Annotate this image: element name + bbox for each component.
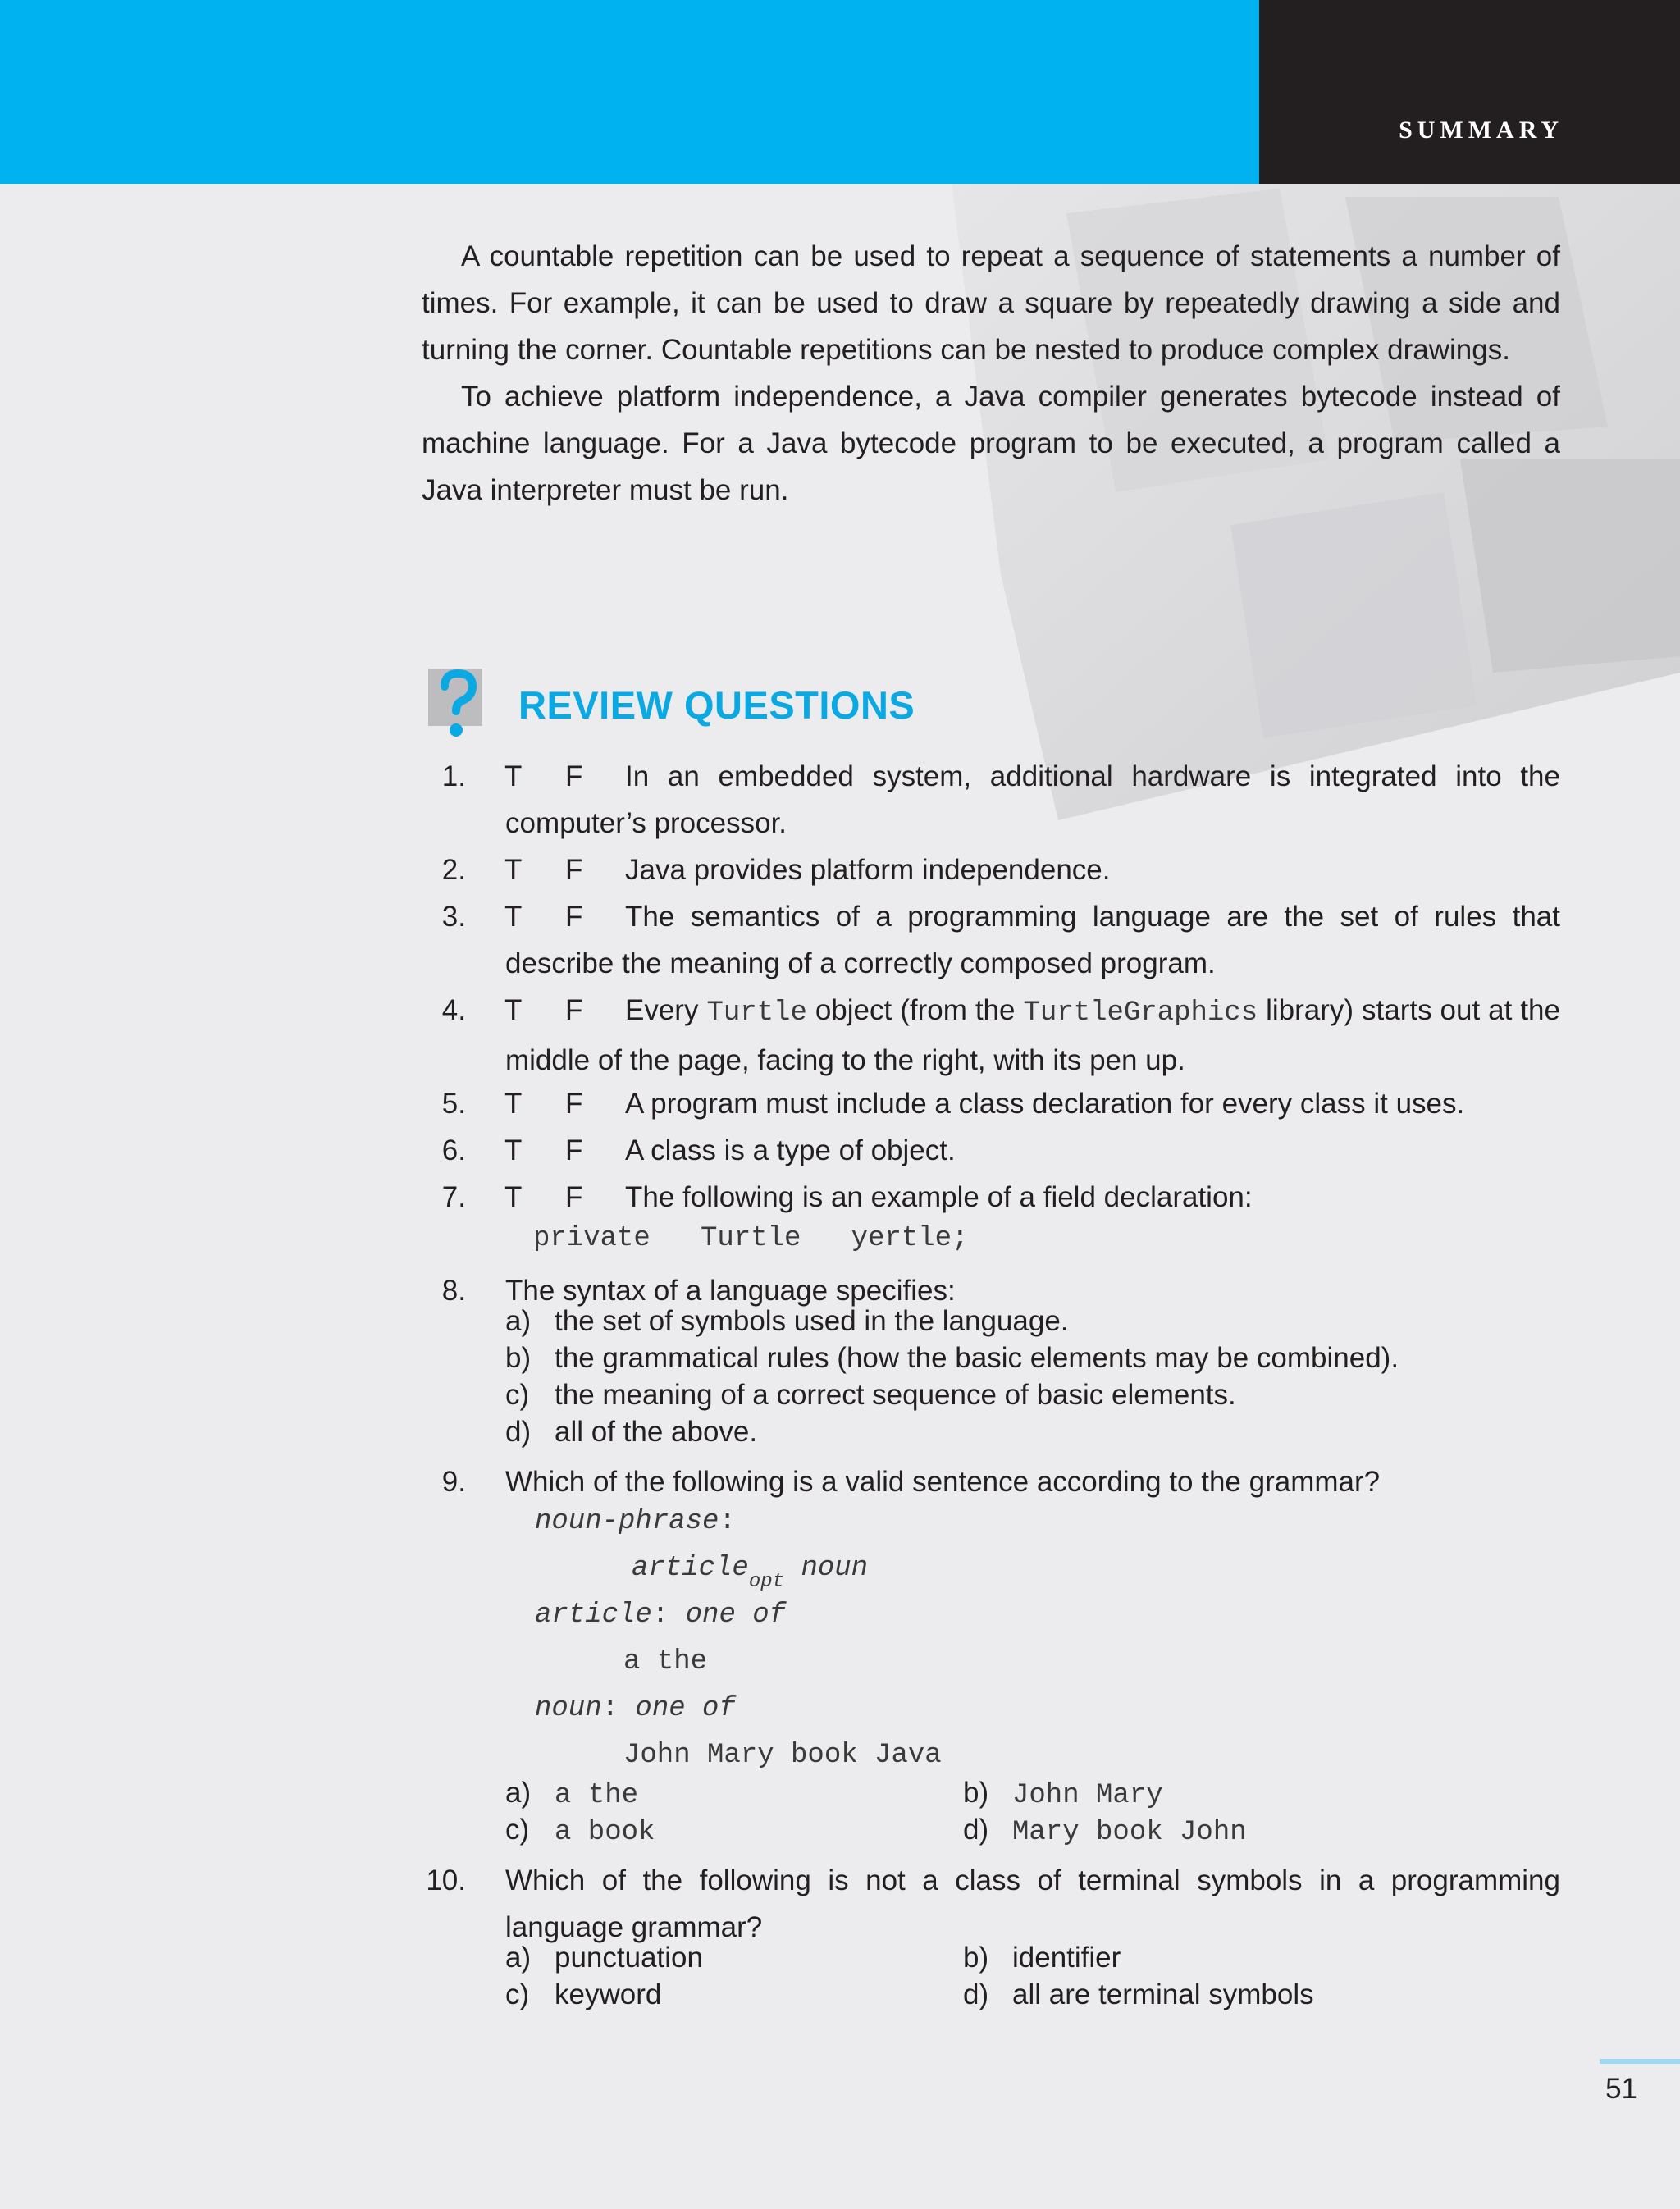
true-false-choice (504, 987, 626, 1034)
tf-false: F (565, 994, 583, 1026)
tf-true: T (504, 1088, 523, 1120)
true-false-choice (504, 893, 626, 940)
grammar-noun-values: John Mary book Java (623, 1740, 942, 1771)
question-9 (410, 1458, 1560, 1505)
grammar-noun: noun: one of (535, 1693, 736, 1724)
tf-false: F (565, 1134, 583, 1166)
code-turtle: Turtle (706, 997, 807, 1029)
question-number: 2. (441, 854, 466, 886)
tf-false: F (565, 901, 583, 933)
option-c: c) the meaning of a correct sequence of basic elements. (505, 1379, 1236, 1411)
tf-false: F (565, 1088, 583, 1120)
true-false-choice (504, 1080, 626, 1127)
tf-true: T (504, 854, 523, 886)
question-text: The following is an example of a field declaration: (625, 1181, 1253, 1213)
question-text: The semantics of a programming language are the set of rules that describe the meaning of a correctly composed program. (505, 901, 1560, 979)
grammar-article: article: one of (535, 1600, 787, 1631)
question-mark-icon (427, 669, 484, 739)
question-1 (410, 753, 1560, 847)
true-false-choice (504, 1127, 626, 1174)
option-b: b) John Mary (963, 1777, 1163, 1811)
option-c: c) a book (505, 1814, 655, 1848)
true-false-choice (504, 753, 626, 800)
tf-true: T (504, 1181, 523, 1213)
tf-true: T (504, 901, 523, 933)
question-text: Every Turtle object (from the TurtleGraphics library) starts out at the middle of the page, facing to the right, with its pen up. (505, 994, 1560, 1076)
question-10 (410, 1857, 1560, 1951)
page-number-rule (1600, 2059, 1680, 2064)
option-c: c) keyword (505, 1979, 662, 2010)
question-number: 5. (441, 1088, 466, 1120)
review-questions-title: REVIEW QUESTIONS (518, 683, 915, 727)
question-number: 3. (441, 901, 466, 933)
summary-text (422, 233, 1560, 513)
question-text: Java provides platform independence. (625, 854, 1111, 886)
code-turtlegraphics: TurtleGraphics (1023, 997, 1258, 1029)
question-number: 10. (426, 1864, 466, 1896)
question-6 (410, 1127, 1560, 1174)
question-number: 6. (441, 1134, 466, 1166)
question-3 (410, 893, 1560, 987)
summary-paragraph: A countable repetition can be used to repeat a sequence of statements a number of times. For example, it can be used to draw a square by repeatedly drawing a side and turning the corner. Countable repetitions can be nested to produce complex drawings. (422, 240, 1560, 366)
summary-paragraph: To achieve platform independence, a Java compiler generates bytecode instead of machine language. For a Java bytecode program to be executed, a program called a Java interpreter must be run. (422, 381, 1560, 506)
question-text: A class is a type of object. (625, 1134, 956, 1166)
option-d: d) all of the above. (505, 1416, 758, 1448)
question-5 (410, 1080, 1560, 1127)
question-text: Which of the following is a valid sentence according to the grammar? (505, 1466, 1381, 1498)
code-field-declaration: private Turtle yertle; (533, 1223, 969, 1254)
tf-false: F (565, 854, 583, 886)
question-text: Which of the following is not a class of terminal symbols in a programming language grammar? (505, 1864, 1560, 1943)
tf-true: T (504, 760, 523, 792)
grammar-article-noun: article$_{opt}$ noun (632, 1553, 869, 1593)
section-label: SUMMARY (1399, 116, 1564, 144)
question-number: 1. (441, 760, 466, 792)
true-false-choice (504, 847, 626, 893)
grammar-article-values: a the (623, 1646, 708, 1677)
tf-false: F (565, 760, 583, 792)
tf-true: T (504, 994, 523, 1026)
tf-true: T (504, 1134, 523, 1166)
question-number: 7. (441, 1181, 466, 1213)
question-4 (410, 987, 1560, 1084)
option-b: b) the grammatical rules (how the basic elements may be combined). (505, 1342, 1399, 1374)
header-blue-band (0, 0, 1259, 184)
option-d: d) all are terminal symbols (963, 1979, 1314, 2010)
option-b: b) identifier (963, 1942, 1121, 1974)
true-false-choice (504, 1174, 626, 1221)
question-2 (410, 847, 1560, 893)
option-a: a) a the (505, 1777, 639, 1811)
option-a: a) the set of symbols used in the language. (505, 1305, 1069, 1337)
question-7 (410, 1174, 1560, 1221)
question-number: 4. (441, 994, 466, 1026)
page-number: 51 (1605, 2073, 1637, 2105)
option-a: a) punctuation (505, 1942, 703, 1974)
question-number: 8. (441, 1275, 466, 1307)
question-text: In an embedded system, additional hardware is integrated into the computer’s processor. (505, 760, 1560, 839)
question-number: 9. (441, 1466, 466, 1498)
grammar-noun-phrase: noun-phrase: (535, 1506, 736, 1537)
question-text: A program must include a class declaration for every class it uses. (625, 1088, 1465, 1120)
option-d: d) Mary book John (963, 1814, 1247, 1848)
question-text: The syntax of a language specifies: (505, 1275, 956, 1307)
tf-false: F (565, 1181, 583, 1213)
header-dark-band (1259, 0, 1680, 184)
